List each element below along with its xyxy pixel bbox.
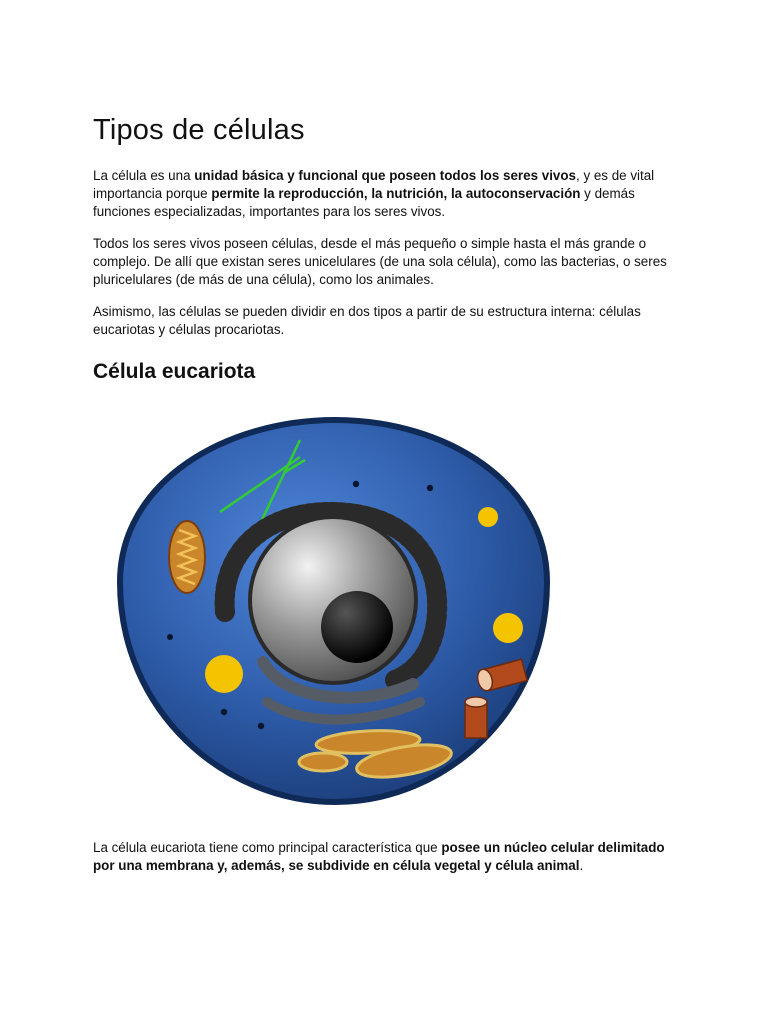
vesicle-2 <box>493 613 523 643</box>
intro-text-3: y demás funciones especializadas, importantes para los seres vivos. <box>93 186 635 219</box>
nucleolus <box>321 591 393 663</box>
intro-paragraph <box>93 167 683 221</box>
intro-bold-2: permite la reproducción, la nutrición, la autoconservación <box>211 186 581 201</box>
paragraph-eukaryotic <box>93 839 683 875</box>
eukaryotic-bold-1: posee un núcleo celular delimitado por una membrana y, además, se subdivide en célula vegetal y célula animal <box>93 840 665 873</box>
paragraph-cell-types: Asimismo, las células se pueden dividir en dos tipos a partir de su estructura interna: células eucariotas y células procariotas. <box>93 304 641 337</box>
vesicle-3 <box>205 655 243 693</box>
mitochondrion-cylinder-2 <box>465 697 487 738</box>
eukaryotic-cell-illustration <box>115 412 555 812</box>
vesicle-1 <box>478 507 498 527</box>
nucleus <box>250 517 416 683</box>
intro-bold-1: unidad básica y funcional que poseen todos los seres vivos <box>194 168 576 183</box>
intro-text-2: , y es de vital importancia porque <box>93 168 655 201</box>
intro-text-1: La célula es una <box>93 168 195 183</box>
mitochondrion-left <box>169 521 205 593</box>
section-title: Célula eucariota <box>93 360 256 383</box>
eukaryotic-text-2: . <box>579 858 584 873</box>
paragraph-living-beings: Todos los seres vivos poseen células, desde el más pequeño o simple hasta el más grande o complejo. De allí que existan seres unicelulares (de una sola célula), como las bacterias, o seres pluricelulares (de más de una célula), como los animales. <box>93 236 667 287</box>
eukaryotic-text-1: La célula eucariota tiene como principal característica que <box>93 840 442 855</box>
page-title: Tipos de células <box>93 114 305 146</box>
